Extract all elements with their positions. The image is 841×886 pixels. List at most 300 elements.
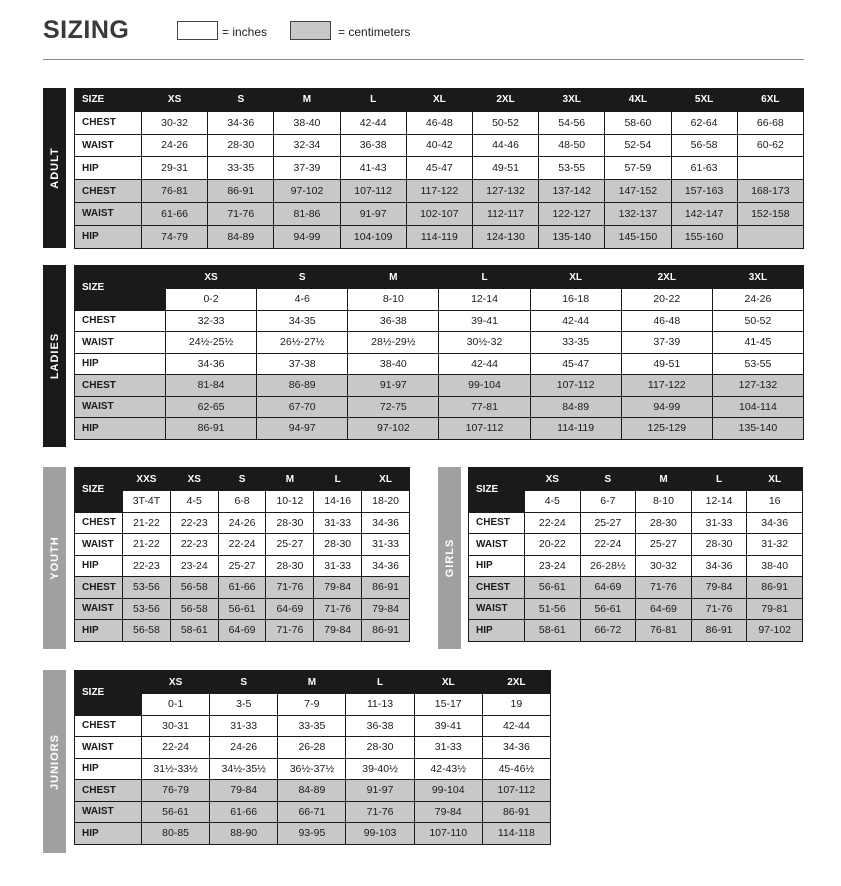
table-row — [75, 396, 804, 418]
numeric-size: 3T-4T — [123, 491, 171, 513]
measurement-value: 42-44 — [482, 715, 550, 737]
measurement-value: 94-99 — [274, 225, 340, 248]
size-header: 4XL — [605, 89, 671, 112]
measurement-value: 117-122 — [406, 180, 472, 203]
measurement-value: 25-27 — [636, 534, 692, 556]
measurement-value: 64-69 — [218, 620, 266, 642]
measurement-value: 107-112 — [439, 418, 530, 440]
measurement-value: 56-61 — [580, 598, 636, 620]
measurement-label: HIP — [75, 418, 166, 440]
size-header: 6XL — [737, 89, 803, 112]
size-header: XS — [170, 468, 218, 491]
measurement-label: HIP — [75, 758, 142, 780]
size-header-row — [469, 468, 803, 491]
measurement-label: CHEST — [75, 512, 123, 534]
measurement-value: 84-89 — [530, 396, 621, 418]
measurement-value: 26-28½ — [580, 555, 636, 577]
measurement-value: 86-91 — [482, 801, 550, 823]
measurement-value: 61-66 — [218, 577, 266, 599]
measurement-value: 107-112 — [340, 180, 406, 203]
measurement-value: 37-38 — [257, 353, 348, 375]
size-header: XL — [747, 468, 803, 491]
measurement-value: 107-112 — [482, 780, 550, 802]
table-row — [75, 512, 410, 534]
measurement-value: 28-30 — [208, 134, 274, 157]
measurement-value: 76-81 — [142, 180, 208, 203]
numeric-size: 4-6 — [257, 289, 348, 311]
measurement-value: 32-34 — [274, 134, 340, 157]
measurement-value: 61-66 — [210, 801, 278, 823]
measurement-value: 30-32 — [142, 111, 208, 134]
measurement-label: WAIST — [75, 534, 123, 556]
measurement-value: 64-69 — [580, 577, 636, 599]
measurement-value: 91-97 — [348, 375, 439, 397]
measurement-label: WAIST — [75, 801, 142, 823]
measurement-label: HIP — [75, 620, 123, 642]
measurement-value: 34-36 — [747, 512, 803, 534]
measurement-label: HIP — [75, 353, 166, 375]
measurement-value: 86-89 — [257, 375, 348, 397]
measurement-value: 62-65 — [166, 396, 257, 418]
measurement-value: 56-58 — [170, 577, 218, 599]
measurement-value: 80-85 — [142, 823, 210, 845]
size-header: 2XL — [482, 671, 550, 694]
measurement-value: 30-32 — [636, 555, 692, 577]
numeric-size: 3-5 — [210, 694, 278, 716]
measurement-value: 99-104 — [414, 780, 482, 802]
table-row — [75, 780, 551, 802]
table-row — [469, 577, 803, 599]
measurement-value: 76-81 — [636, 620, 692, 642]
measurement-value: 97-102 — [348, 418, 439, 440]
measurement-value: 31-33 — [210, 715, 278, 737]
measurement-value: 77-81 — [439, 396, 530, 418]
measurement-value: 37-39 — [621, 332, 712, 354]
measurement-label: HIP — [469, 555, 525, 577]
measurement-value: 61-66 — [142, 202, 208, 225]
table-row — [469, 598, 803, 620]
measurement-value: 34-36 — [482, 737, 550, 759]
size-label: SIZE — [75, 89, 142, 112]
adult-side-label: ADULT — [43, 88, 66, 248]
numeric-size: 20-22 — [621, 289, 712, 311]
measurement-value: 71-76 — [266, 577, 314, 599]
size-header: M — [278, 671, 346, 694]
measurement-value: 33-35 — [278, 715, 346, 737]
size-header: S — [210, 671, 278, 694]
measurement-value: 71-76 — [691, 598, 747, 620]
measurement-value: 79-84 — [414, 801, 482, 823]
measurement-value — [737, 157, 803, 180]
measurement-value: 28½-29½ — [348, 332, 439, 354]
measurement-value: 36-38 — [346, 715, 414, 737]
measurement-value: 152-158 — [737, 202, 803, 225]
inches-legend: = inches — [222, 25, 268, 39]
size-header: 5XL — [671, 89, 737, 112]
measurement-value: 31-33 — [362, 534, 410, 556]
measurement-value: 56-58 — [123, 620, 171, 642]
measurement-value: 37-39 — [274, 157, 340, 180]
measurement-value: 66-71 — [278, 801, 346, 823]
numeric-size: 12-14 — [439, 289, 530, 311]
measurement-value: 66-72 — [580, 620, 636, 642]
table-row — [75, 534, 410, 556]
numeric-size-row — [75, 491, 410, 513]
measurement-value: 104-114 — [712, 396, 803, 418]
measurement-value: 31-33 — [314, 512, 362, 534]
table-row — [75, 332, 804, 354]
measurement-label: HIP — [75, 225, 142, 248]
measurement-value: 86-91 — [362, 620, 410, 642]
measurement-value: 24-26 — [210, 737, 278, 759]
measurement-value: 56-61 — [218, 598, 266, 620]
size-header: L — [691, 468, 747, 491]
measurement-value: 33-35 — [208, 157, 274, 180]
measurement-value: 104-109 — [340, 225, 406, 248]
measurement-value: 46-48 — [406, 111, 472, 134]
measurement-value: 28-30 — [314, 534, 362, 556]
measurement-value: 107-110 — [414, 823, 482, 845]
measurement-value: 45-46½ — [482, 758, 550, 780]
size-header: 3XL — [712, 266, 803, 289]
measurement-value: 74-79 — [142, 225, 208, 248]
measurement-label: WAIST — [469, 598, 525, 620]
numeric-size: 14-16 — [314, 491, 362, 513]
girls-size-table — [468, 467, 803, 642]
measurement-value: 39-41 — [414, 715, 482, 737]
table-row — [469, 512, 803, 534]
numeric-size: 0-2 — [166, 289, 257, 311]
size-header: XS — [142, 89, 208, 112]
measurement-value: 46-48 — [621, 310, 712, 332]
measurement-value: 99-103 — [346, 823, 414, 845]
measurement-value: 50-52 — [712, 310, 803, 332]
centimeters-swatch — [290, 21, 331, 40]
measurement-value: 132-137 — [605, 202, 671, 225]
measurement-value: 53-55 — [712, 353, 803, 375]
measurement-value: 22-24 — [580, 534, 636, 556]
measurement-value: 86-91 — [691, 620, 747, 642]
size-header: M — [274, 89, 340, 112]
measurement-label: HIP — [75, 555, 123, 577]
measurement-value: 64-69 — [636, 598, 692, 620]
measurement-value: 97-102 — [747, 620, 803, 642]
size-label: SIZE — [75, 671, 142, 716]
measurement-value: 56-58 — [671, 134, 737, 157]
table-row — [75, 310, 804, 332]
size-header: XL — [530, 266, 621, 289]
measurement-label: WAIST — [469, 534, 525, 556]
table-row — [75, 111, 804, 134]
measurement-value: 102-107 — [406, 202, 472, 225]
numeric-size: 4-5 — [170, 491, 218, 513]
measurement-value: 91-97 — [346, 780, 414, 802]
numeric-size: 8-10 — [348, 289, 439, 311]
measurement-value: 114-118 — [482, 823, 550, 845]
measurement-value: 36½-37½ — [278, 758, 346, 780]
measurement-label: HIP — [469, 620, 525, 642]
measurement-value: 86-91 — [747, 577, 803, 599]
measurement-value: 117-122 — [621, 375, 712, 397]
measurement-value: 22-24 — [142, 737, 210, 759]
measurement-value: 29-31 — [142, 157, 208, 180]
table-row — [75, 737, 551, 759]
size-header: XXS — [123, 468, 171, 491]
measurement-value: 24-26 — [218, 512, 266, 534]
measurement-value: 57-59 — [605, 157, 671, 180]
measurement-value: 71-76 — [266, 620, 314, 642]
measurement-value: 137-142 — [539, 180, 605, 203]
size-header: XS — [142, 671, 210, 694]
youth-side-label: YOUTH — [43, 467, 66, 649]
numeric-size: 24-26 — [712, 289, 803, 311]
measurement-value: 49-51 — [621, 353, 712, 375]
measurement-value: 24½-25½ — [166, 332, 257, 354]
measurement-value: 127-132 — [712, 375, 803, 397]
size-header: M — [348, 266, 439, 289]
measurement-value: 56-61 — [142, 801, 210, 823]
measurement-value: 25-27 — [266, 534, 314, 556]
measurement-label: HIP — [75, 157, 142, 180]
numeric-size: 4-5 — [525, 491, 581, 513]
measurement-value: 56-58 — [170, 598, 218, 620]
size-header: M — [636, 468, 692, 491]
measurement-value: 107-112 — [530, 375, 621, 397]
measurement-value: 26½-27½ — [257, 332, 348, 354]
measurement-label: CHEST — [75, 715, 142, 737]
table-row — [75, 555, 410, 577]
table-row — [469, 534, 803, 556]
measurement-value: 86-91 — [166, 418, 257, 440]
measurement-value: 168-173 — [737, 180, 803, 203]
numeric-size: 16-18 — [530, 289, 621, 311]
measurement-label: CHEST — [75, 375, 166, 397]
size-header-row — [75, 671, 551, 694]
measurement-value: 32-33 — [166, 310, 257, 332]
numeric-size-row — [75, 289, 804, 311]
measurement-value: 42-44 — [530, 310, 621, 332]
measurement-label: WAIST — [75, 598, 123, 620]
measurement-value: 84-89 — [208, 225, 274, 248]
measurement-value: 62-64 — [671, 111, 737, 134]
size-header: XL — [406, 89, 472, 112]
measurement-label: CHEST — [75, 180, 142, 203]
measurement-value: 25-27 — [580, 512, 636, 534]
measurement-value: 31-33 — [314, 555, 362, 577]
measurement-value: 79-81 — [747, 598, 803, 620]
measurement-value: 34-36 — [362, 555, 410, 577]
measurement-value: 112-117 — [472, 202, 538, 225]
size-header: S — [218, 468, 266, 491]
table-row — [75, 202, 804, 225]
measurement-value: 34-35 — [257, 310, 348, 332]
measurement-value: 38-40 — [274, 111, 340, 134]
size-header-row — [75, 266, 804, 289]
measurement-value: 28-30 — [266, 512, 314, 534]
measurement-value: 22-23 — [170, 512, 218, 534]
measurement-value — [737, 225, 803, 248]
measurement-value: 124-130 — [472, 225, 538, 248]
measurement-value: 22-23 — [123, 555, 171, 577]
size-header-row — [75, 468, 410, 491]
measurement-label: WAIST — [75, 332, 166, 354]
measurement-value: 34-36 — [166, 353, 257, 375]
measurement-value: 40-42 — [406, 134, 472, 157]
numeric-size: 6-7 — [580, 491, 636, 513]
measurement-value: 122-127 — [539, 202, 605, 225]
measurement-value: 22-24 — [218, 534, 266, 556]
measurement-value: 86-91 — [208, 180, 274, 203]
measurement-value: 23-24 — [525, 555, 581, 577]
adult-size-table — [74, 88, 804, 249]
centimeters-legend: = centimeters — [338, 25, 411, 39]
measurement-label: CHEST — [75, 310, 166, 332]
measurement-value: 72-75 — [348, 396, 439, 418]
measurement-value: 135-140 — [539, 225, 605, 248]
measurement-value: 22-23 — [170, 534, 218, 556]
table-row — [75, 225, 804, 248]
measurement-value: 26-28 — [278, 737, 346, 759]
measurement-value: 54-56 — [539, 111, 605, 134]
measurement-value: 58-61 — [170, 620, 218, 642]
measurement-label: WAIST — [75, 737, 142, 759]
measurement-value: 52-54 — [605, 134, 671, 157]
measurement-label: WAIST — [75, 396, 166, 418]
size-header: 2XL — [621, 266, 712, 289]
girls-side-label: GIRLS — [438, 467, 461, 649]
measurement-value: 97-102 — [274, 180, 340, 203]
table-row — [75, 758, 551, 780]
measurement-value: 53-56 — [123, 598, 171, 620]
juniors-side-label: JUNIORS — [43, 670, 66, 853]
measurement-value: 142-147 — [671, 202, 737, 225]
measurement-value: 28-30 — [346, 737, 414, 759]
size-header: S — [257, 266, 348, 289]
numeric-size: 15-17 — [414, 694, 482, 716]
measurement-value: 38-40 — [747, 555, 803, 577]
measurement-value: 34½-35½ — [210, 758, 278, 780]
ladies-size-table — [74, 265, 804, 440]
measurement-value: 33-35 — [530, 332, 621, 354]
table-row — [75, 418, 804, 440]
size-header: S — [208, 89, 274, 112]
numeric-size: 19 — [482, 694, 550, 716]
measurement-value: 71-76 — [636, 577, 692, 599]
size-header: L — [314, 468, 362, 491]
size-label: SIZE — [75, 468, 123, 513]
measurement-value: 50-52 — [472, 111, 538, 134]
measurement-value: 135-140 — [712, 418, 803, 440]
measurement-label: CHEST — [75, 577, 123, 599]
measurement-value: 31½-33½ — [142, 758, 210, 780]
measurement-value: 114-119 — [530, 418, 621, 440]
table-row — [75, 577, 410, 599]
measurement-label: CHEST — [469, 577, 525, 599]
measurement-value: 34-36 — [691, 555, 747, 577]
measurement-value: 64-69 — [266, 598, 314, 620]
size-label: SIZE — [469, 468, 525, 513]
measurement-value: 127-132 — [472, 180, 538, 203]
numeric-size: 6-8 — [218, 491, 266, 513]
measurement-value: 22-24 — [525, 512, 581, 534]
measurement-value: 53-56 — [123, 577, 171, 599]
measurement-value: 71-76 — [314, 598, 362, 620]
size-header: 3XL — [539, 89, 605, 112]
measurement-value: 53-55 — [539, 157, 605, 180]
measurement-label: HIP — [75, 823, 142, 845]
size-header-row — [75, 89, 804, 112]
size-header: 2XL — [472, 89, 538, 112]
table-row — [75, 134, 804, 157]
table-row — [75, 157, 804, 180]
measurement-value: 42-43½ — [414, 758, 482, 780]
size-header: L — [346, 671, 414, 694]
numeric-size: 16 — [747, 491, 803, 513]
measurement-value: 147-152 — [605, 180, 671, 203]
measurement-value: 71-76 — [208, 202, 274, 225]
numeric-size: 8-10 — [636, 491, 692, 513]
table-row — [75, 180, 804, 203]
measurement-value: 67-70 — [257, 396, 348, 418]
measurement-value: 45-47 — [530, 353, 621, 375]
measurement-value: 28-30 — [266, 555, 314, 577]
measurement-value: 88-90 — [210, 823, 278, 845]
measurement-value: 86-91 — [362, 577, 410, 599]
measurement-label: CHEST — [75, 111, 142, 134]
measurement-value: 30-31 — [142, 715, 210, 737]
numeric-size: 0-1 — [142, 694, 210, 716]
numeric-size: 11-13 — [346, 694, 414, 716]
measurement-value: 60-62 — [737, 134, 803, 157]
measurement-value: 36-38 — [348, 310, 439, 332]
table-row — [469, 555, 803, 577]
measurement-value: 31-32 — [747, 534, 803, 556]
measurement-value: 79-84 — [314, 577, 362, 599]
numeric-size: 18-20 — [362, 491, 410, 513]
measurement-value: 81-84 — [166, 375, 257, 397]
measurement-value: 34-36 — [208, 111, 274, 134]
measurement-value: 56-61 — [525, 577, 581, 599]
measurement-value: 42-44 — [439, 353, 530, 375]
measurement-value: 41-45 — [712, 332, 803, 354]
size-header: XS — [166, 266, 257, 289]
measurement-value: 94-97 — [257, 418, 348, 440]
measurement-value: 45-47 — [406, 157, 472, 180]
measurement-value: 41-43 — [340, 157, 406, 180]
measurement-value: 114-119 — [406, 225, 472, 248]
header-divider — [43, 59, 804, 60]
measurement-value: 20-22 — [525, 534, 581, 556]
measurement-value: 157-163 — [671, 180, 737, 203]
size-header: L — [340, 89, 406, 112]
measurement-value: 21-22 — [123, 534, 171, 556]
measurement-value: 79-84 — [314, 620, 362, 642]
measurement-value: 34-36 — [362, 512, 410, 534]
numeric-size: 7-9 — [278, 694, 346, 716]
numeric-size: 10-12 — [266, 491, 314, 513]
measurement-value: 42-44 — [340, 111, 406, 134]
juniors-size-table — [74, 670, 551, 845]
measurement-value: 71-76 — [346, 801, 414, 823]
measurement-value: 91-97 — [340, 202, 406, 225]
measurement-value: 28-30 — [691, 534, 747, 556]
measurement-value: 84-89 — [278, 780, 346, 802]
measurement-value: 25-27 — [218, 555, 266, 577]
measurement-value: 58-60 — [605, 111, 671, 134]
measurement-value: 38-40 — [348, 353, 439, 375]
measurement-value: 49-51 — [472, 157, 538, 180]
measurement-value: 99-104 — [439, 375, 530, 397]
